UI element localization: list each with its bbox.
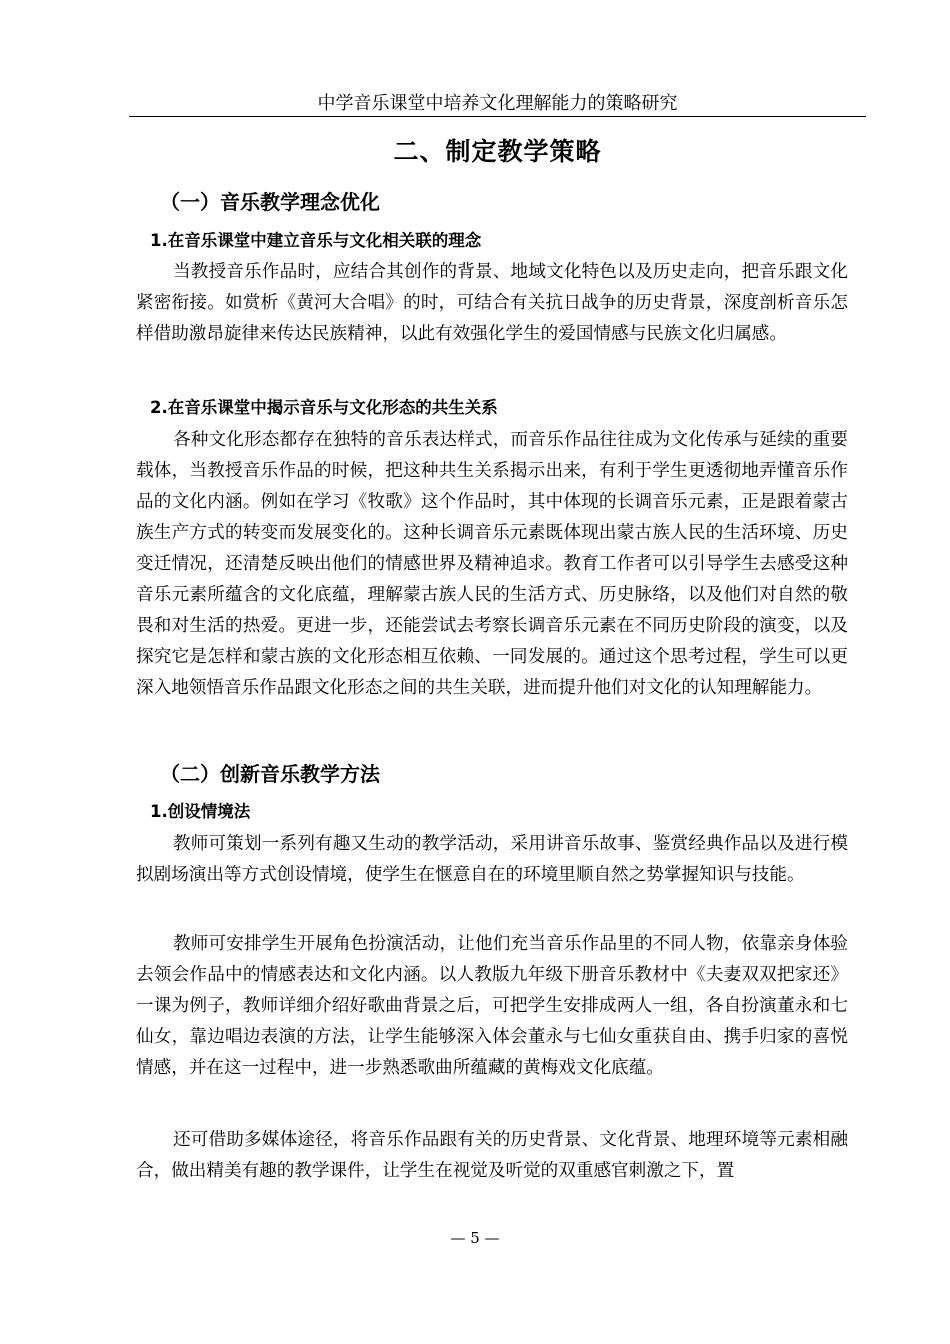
header-rule (129, 116, 866, 117)
chapter-title: 二、制定教学策略 (393, 137, 602, 166)
subsection-title-1-1: 1.在音乐课堂中建立音乐与文化相关联的理念 (150, 231, 482, 250)
subsection-title-1-2: 2.在音乐课堂中揭示音乐与文化形态的共生关系 (150, 398, 498, 417)
page-number: — 5 — (450, 1229, 500, 1247)
paragraph-1-1-1: 当教授音乐作品时，应结合其创作的背景、地域文化特色以及历史走向，把音乐跟文化紧密衔接。如赏析《黄河大合唱》的时，可结合有关抗日战争的历史背景，深度剖析音乐怎样借助激昂旋律来传达民族精神，以此有效强化学生的爱国情感与民族文化归属感。 (136, 262, 848, 344)
paragraph-2-1-3: 还可借助多媒体途径，将音乐作品跟有关的历史背景、文化背景、地理环境等元素相融合，做出精美有趣的教学课件，让学生在视觉及听觉的双重感官刺激之下，置 (136, 1130, 848, 1181)
paragraph-2-1-2: 教师可安排学生开展角色扮演活动，让他们充当音乐作品里的不同人物，依靠亲身体验去领会作品中的情感表达和文化内涵。以人教版九年级下册音乐教材中《夫妻双双把家还》一课为例子，教师详细介绍好歌曲背景之后，可把学生安排成两人一组，各自扮演董永和七仙女，靠边唱边表演的方法，让学生能够深入体会董永与七仙女重获自由、携手归家的喜悦情感，并在这一过程中，进一步熟悉歌曲所蕴藏的黄梅戏文化底蕴。 (136, 934, 848, 1078)
paragraph-2-1-1: 教师可策划一系列有趣又生动的教学活动，采用讲音乐故事、鉴赏经典作品以及进行模拟剧场演出等方式创设情境，使学生在惬意自在的环境里顺自然之势掌握知识与技能。 (136, 834, 848, 885)
section-title-2: （二）创新音乐教学方法 (160, 762, 380, 786)
running-header: 中学音乐课堂中培养文化理解能力的策略研究 (317, 93, 678, 114)
section-title-1: （一）音乐教学理念优化 (160, 190, 380, 214)
paragraph-1-2-1: 各种文化形态都存在独特的音乐表达样式，而音乐作品往往成为文化传承与延续的重要载体，当教授音乐作品的时候，把这种共生关系揭示出来，有利于学生更透彻地弄懂音乐作品的文化内涵。例如在学习《牧歌》这个作品时，其中体现的长调音乐元素，正是跟着蒙古族生产方式的转变而发展变化的。这种长调音乐元素既体现出蒙古族人民的生活环境、历史变迁情况，还清楚反映出他们的情感世界及精神追求。教育工作者可以引导学生去感受这种音乐元素所蕴含的文化底蕴，理解蒙古族人民的生活方式、历史脉络，以及他们对自然的敬畏和对生活的热爱。更进一步，还能尝试去考察长调音乐元素在不同历史阶段的演变，以及探究它是怎样和蒙古族的文化形态相互依赖、一同发展的。通过这个思考过程，学生可以更深入地领悟音乐作品跟文化形态之间的共生关联，进而提升他们对文化的认知理解能力。 (136, 430, 848, 698)
subsection-title-2-1: 1.创设情境法 (150, 802, 251, 821)
